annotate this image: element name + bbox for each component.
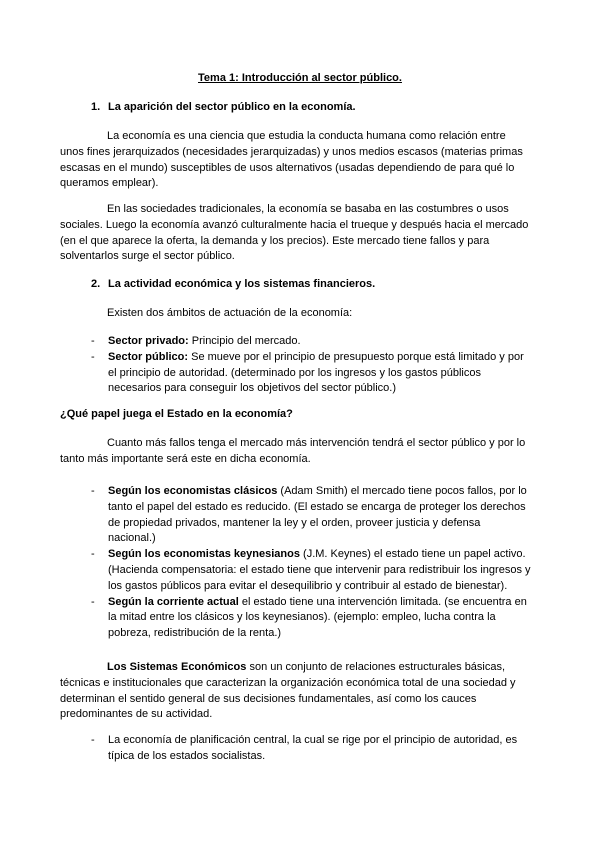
section-1-title: La aparición del sector público en la economía.: [108, 101, 356, 113]
list-item: [91, 733, 531, 765]
document-title: Tema 1: Introducción al sector público.: [198, 72, 402, 84]
list-dash: -: [91, 485, 95, 497]
list-dash: -: [91, 350, 95, 363]
section-2-title: La actividad económica y los sistemas financieros.: [108, 278, 376, 290]
list-item-text: el estado tiene una intervención limitada. (se encuentra en la mitad entre los clásicos y los keynesianos). (ejemplo: empleo, lucha contra la pobreza, redistribución de la renta.): [108, 595, 527, 640]
list-dash: -: [91, 734, 95, 746]
section-1-paragraph-1: La economía es una ciencia que estudia la conducta humana como relación entre unos fines jerarquizados (necesidades jerarquizadas) y unos medios escasos (materias primas escasas en el mundo) susceptibles de usos alternativos (usadas dependiendo de para qué lo queramos emplear).: [60, 130, 523, 190]
list-item: [91, 350, 531, 397]
list-item-text: Principio del mercado.: [188, 335, 301, 347]
economic-systems-paragraph: [60, 660, 536, 723]
systems-list: [91, 733, 531, 765]
section-2-intro: Existen dos ámbitos de actuación de la economía:: [107, 307, 353, 319]
list-item: [91, 334, 531, 350]
list-item-bold: Sector privado:: [108, 335, 189, 347]
list-item: [91, 484, 531, 547]
list-item-bold: Sector público:: [108, 350, 189, 363]
economic-systems-text: son un conjunto de relaciones estructurales básicas, técnicas e institucionales que caracterizan la organización económica total de una sociedad y determinan el sentido general de sus decisiones fundamentales, así como los cauces predominantes de su actividad.: [60, 661, 516, 721]
list-dash: -: [91, 548, 95, 561]
economic-systems-bold: Los Sistemas Económicos: [107, 661, 247, 673]
list-item-bold: Según los economistas keynesianos: [108, 548, 300, 561]
list-item-text: (J.M. Keynes) el estado tiene un papel activo. (Hacienda compensatoria: el estado tiene que intervenir para redistribuir los ingresos y los gastos públicos para evitar el desequilibrio y contribuir al estado de bienestar).: [108, 548, 531, 592]
section-2-heading: [91, 278, 375, 290]
section-2-number: 2.: [91, 278, 101, 290]
economists-list: [91, 484, 531, 642]
question-paragraph-1: Cuanto más fallos tenga el mercado más intervención tendrá el sector público y por lo tanto más importante será este en dicha economía.: [60, 437, 526, 465]
list-dash: -: [91, 595, 95, 608]
list-item-text: La economía de planificación central, la cual se rige por el principio de autoridad, es típica de los estados socialistas.: [108, 734, 518, 762]
sector-list: [91, 334, 531, 397]
list-item-bold: Según la corriente actual: [108, 595, 239, 608]
list-item: [91, 595, 531, 642]
list-item-bold: Según los economistas clásicos: [108, 485, 278, 497]
list-dash: -: [91, 335, 95, 347]
question-heading: ¿Qué papel juega el Estado en la economía?: [60, 408, 293, 420]
list-item-text: Se mueve por el principio de presupuesto porque está limitado y por el principio de autoridad. (determinado por los ingresos y los gastos públicos necesarios para conseguir los objetivos del sector público.): [108, 350, 524, 395]
list-item: [91, 547, 531, 594]
section-1-paragraph-2: En las sociedades tradicionales, la economía se basaba en las costumbres o usos sociales. Luego la economía avanzó culturalmente hacia el trueque y después hacia el mercado (en el que aparece la oferta, la demanda y los precios). Este mercado tiene fallos y para solventarlos surge el sector público.: [60, 203, 529, 263]
section-1-number: 1.: [91, 101, 101, 113]
list-item-text: (Adam Smith) el mercado tiene pocos fallos, por lo tanto el papel del estado es reducido. (El estado se encarga de proteger los derechos de propiedad privados, mantener la ley y el orden, proveer justicia y defensa nacional.): [108, 485, 527, 545]
section-1-heading: [91, 101, 356, 113]
